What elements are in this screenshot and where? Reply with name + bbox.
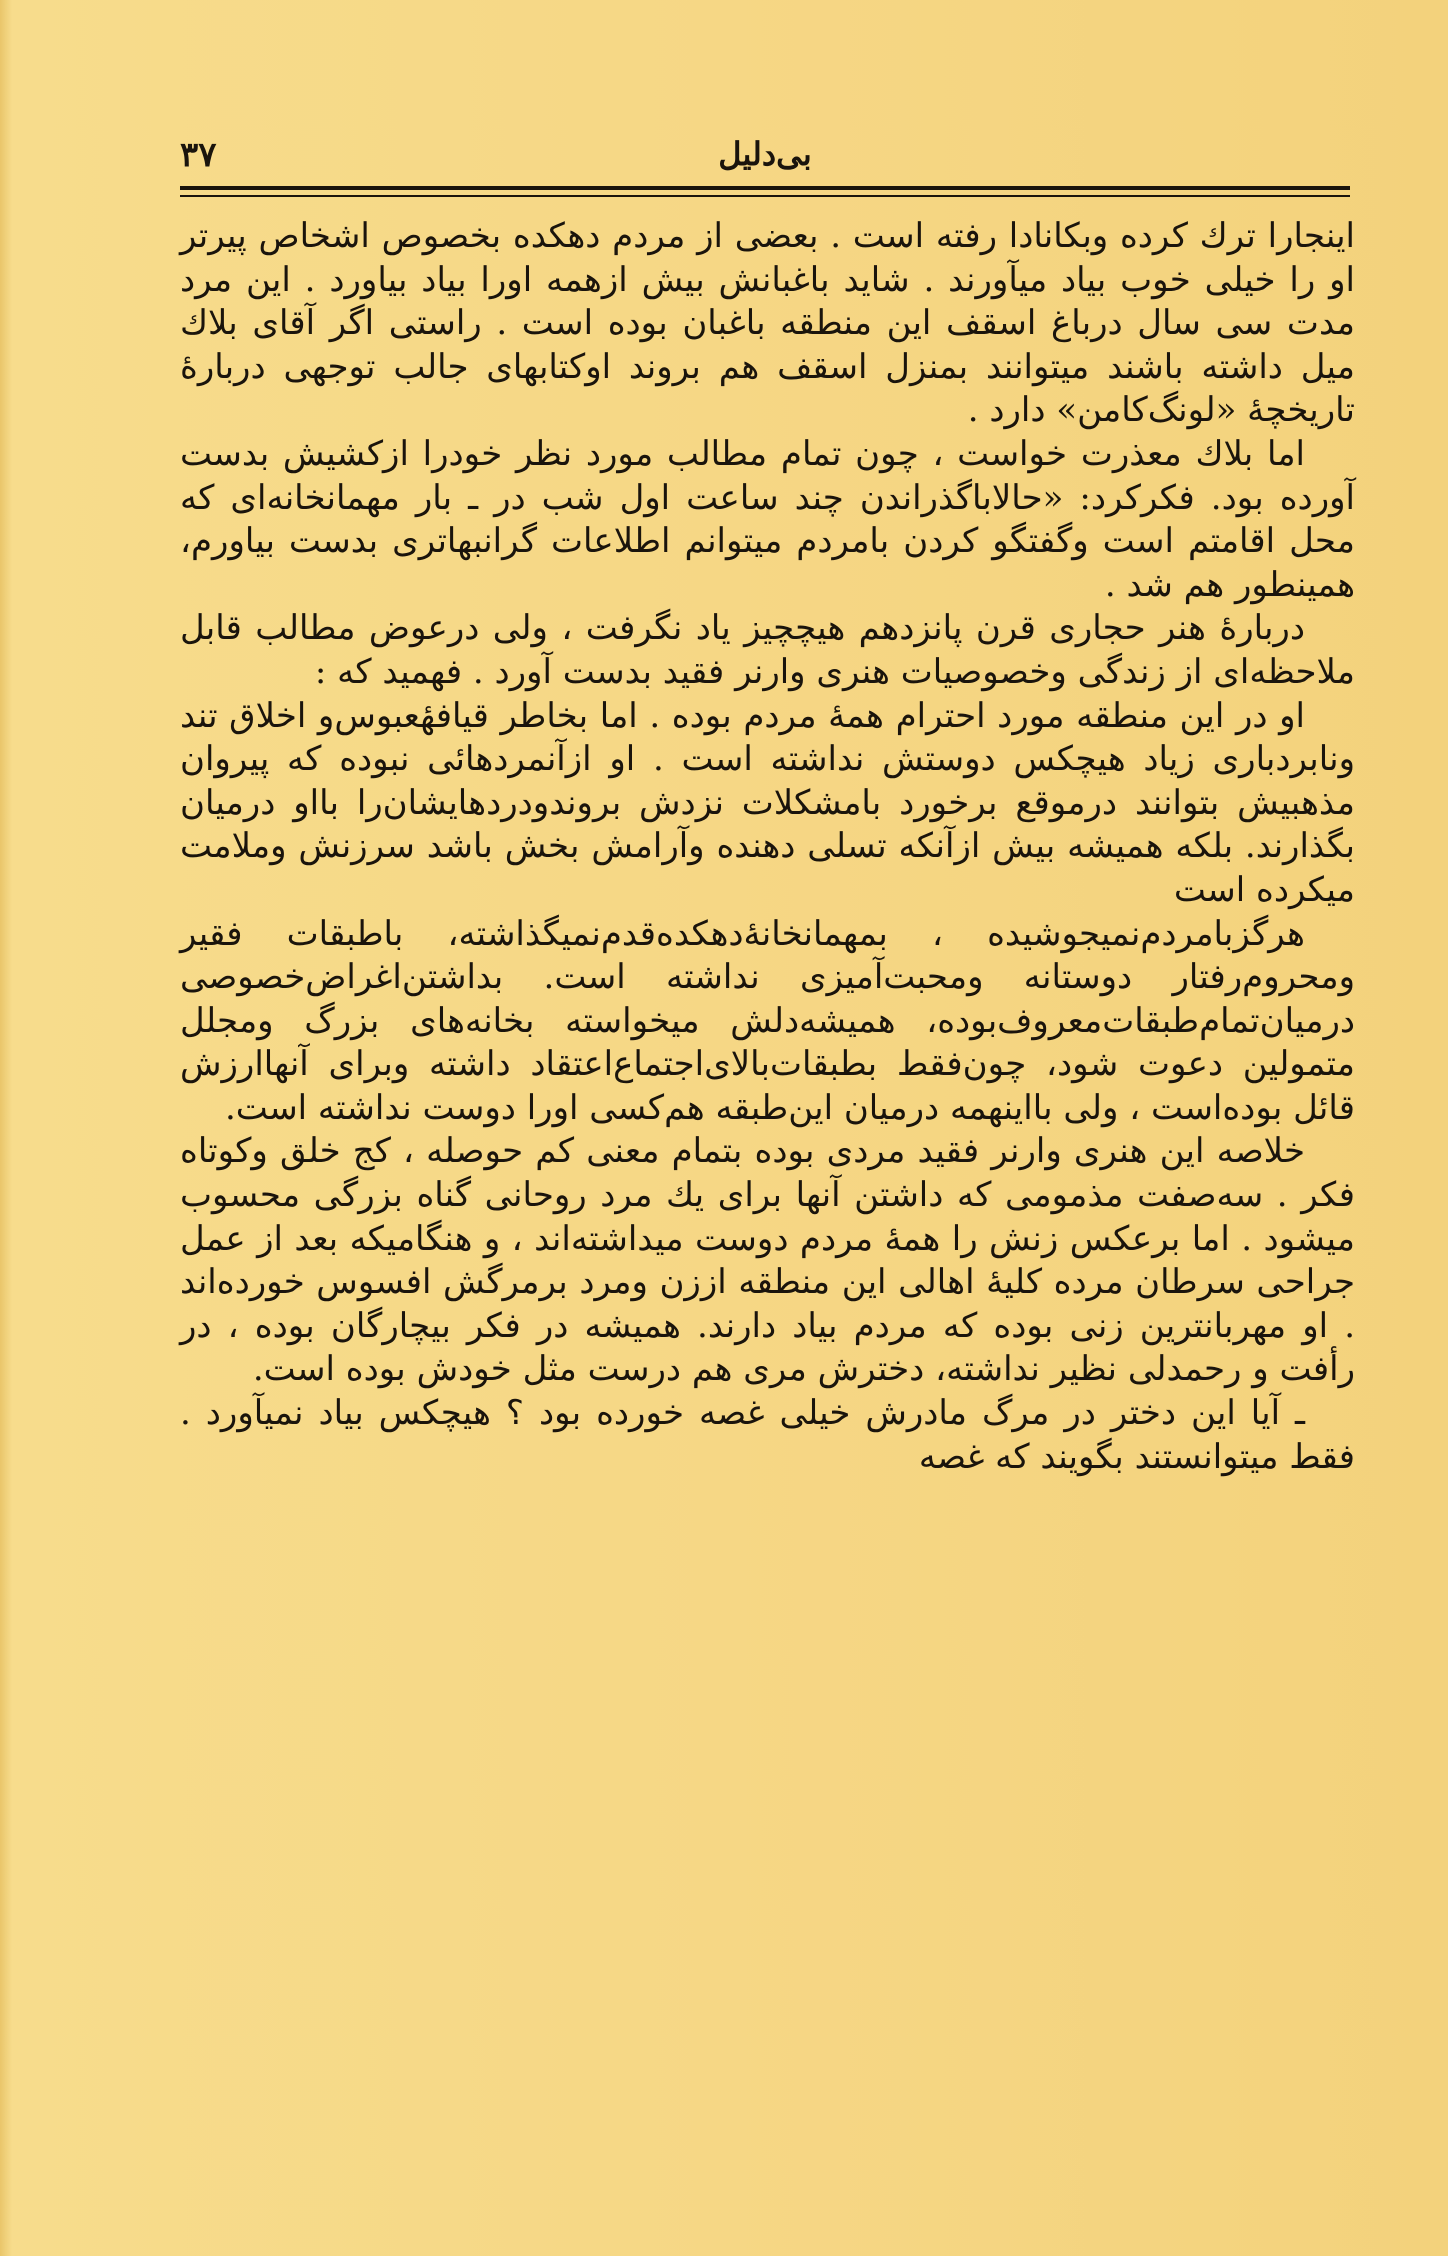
page-edge-shadow: [0, 0, 12, 2256]
running-title: بی‌دلیل: [718, 135, 812, 173]
paragraph-2: اما بلاك معذرت خواست ، چون تمام مطالب مورد نظر خودرا ازكشیش بدست آورده بود. فكركرد: «حالاباگذراندن چند ساعت اول شب در ـ بار مهمانخانه‌ای كه محل اقامتم است وگفتگو كردن بامردم میتوانم اطلاعات گرانبهاتری بدست بیاورم، همینطور هم شد .: [180, 433, 1355, 605]
paragraph-1: اینجارا ترك كرده وبكانادا رفته است . بعضی از مردم دهكده بخصوص اشخاص پیرتر او را خیلی خوب بیاد میآورند . شاید باغبانش بیش ازهمه اورا بیاد بیاورد . این مرد مدت سی سال درباغ اسقف این منطقه باغبان بوده است . راستی اگر آقای بلاك میل داشته باشند میتوانند بمنزل اسقف هم بروند اوكتابهای جالب توجهی دربارهٔ تاریخچهٔ «لونگ‌كامن» دارد .: [180, 216, 1355, 431]
body-text: [180, 215, 1355, 1479]
page-number: ۳۷: [180, 135, 217, 175]
paragraph-4: او در این منطقه مورد احترام همهٔ مردم بوده . اما بخاطر قیافهٔعبوس‌و اخلاق تند ونابردباری زیاد هیچكس دوستش نداشته است . او ازآنمردهائی نبوده كه پیروان مذهبیش بتوانند درموقع برخورد بامشكلات نزدش بروندودردهایشان‌را بااو درمیان بگذارند. بلكه همیشه بیش ازآنكه تسلی دهنده وآرامش بخش باشد سرزنش وملامت میكرده است: [180, 695, 1355, 910]
paragraph-7: ـ آیا این دختر در مرگ مادرش خیلی غصه خورده بود ؟ هیچكس بیاد نمیآورد . فقط میتوانستند بگویند كه غصه: [180, 1393, 1355, 1477]
paragraph-6: خلاصه این هنری وارنر فقید مردی بوده بتمام معنی كم حوصله ، كج خلق وكوتاه فكر . سه‌صفت مذمومی كه داشتن آنها برای یك مرد روحانی گناه بزرگی محسوب میشود . اما برعكس زنش را همهٔ مردم دوست میداشته‌اند ، و هنگامیكه بعد از عمل جراحی سرطان مرده كلیهٔ اهالی این منطقه اززن ومرد برمرگش افسوس خورده‌اند . او مهربانترین زنی بوده كه مردم بیاد دارند. همیشه در فكر بیچارگان بوده ، در رأفت و رحمدلی نظیر نداشته، دخترش مری هم درست مثل خودش بوده است.: [180, 1131, 1355, 1390]
paragraph-3: دربارهٔ هنر حجاری قرن پانزدهم هیچچیز یاد نگرفت ، ولی درعوض مطالب قابل ملاحظه‌ای از زندگی وخصوصیات هنری وارنر فقید بدست آورد . فهمید كه :: [180, 608, 1355, 692]
page-header: [180, 135, 1350, 185]
header-rule-thick: [180, 186, 1350, 190]
header-rule-thin: [180, 195, 1350, 197]
paragraph-5: هرگزبامردم‌نمیجوشیده ، بمهمانخانهٔ‌دهكده‌قدم‌نمیگذاشته، باطبقات فقیر ومحروم‌رفتار دوستانه ومحبت‌آمیزی نداشته است. بداشتن‌اغراض‌خصوصی درمیان‌تمام‌طبقات‌معروف‌بوده، همیشه‌دلش میخواسته بخانه‌های بزرگ ومجلل متمولین دعوت شود، چون‌فقط بطبقات‌بالای‌اجتماع‌اعتقاد داشته وبرای آنهاارزش قائل بوده‌است ، ولی بااینهمه درمیان این‌طبقه هم‌كسی اورا دوست نداشته است.: [180, 913, 1355, 1128]
